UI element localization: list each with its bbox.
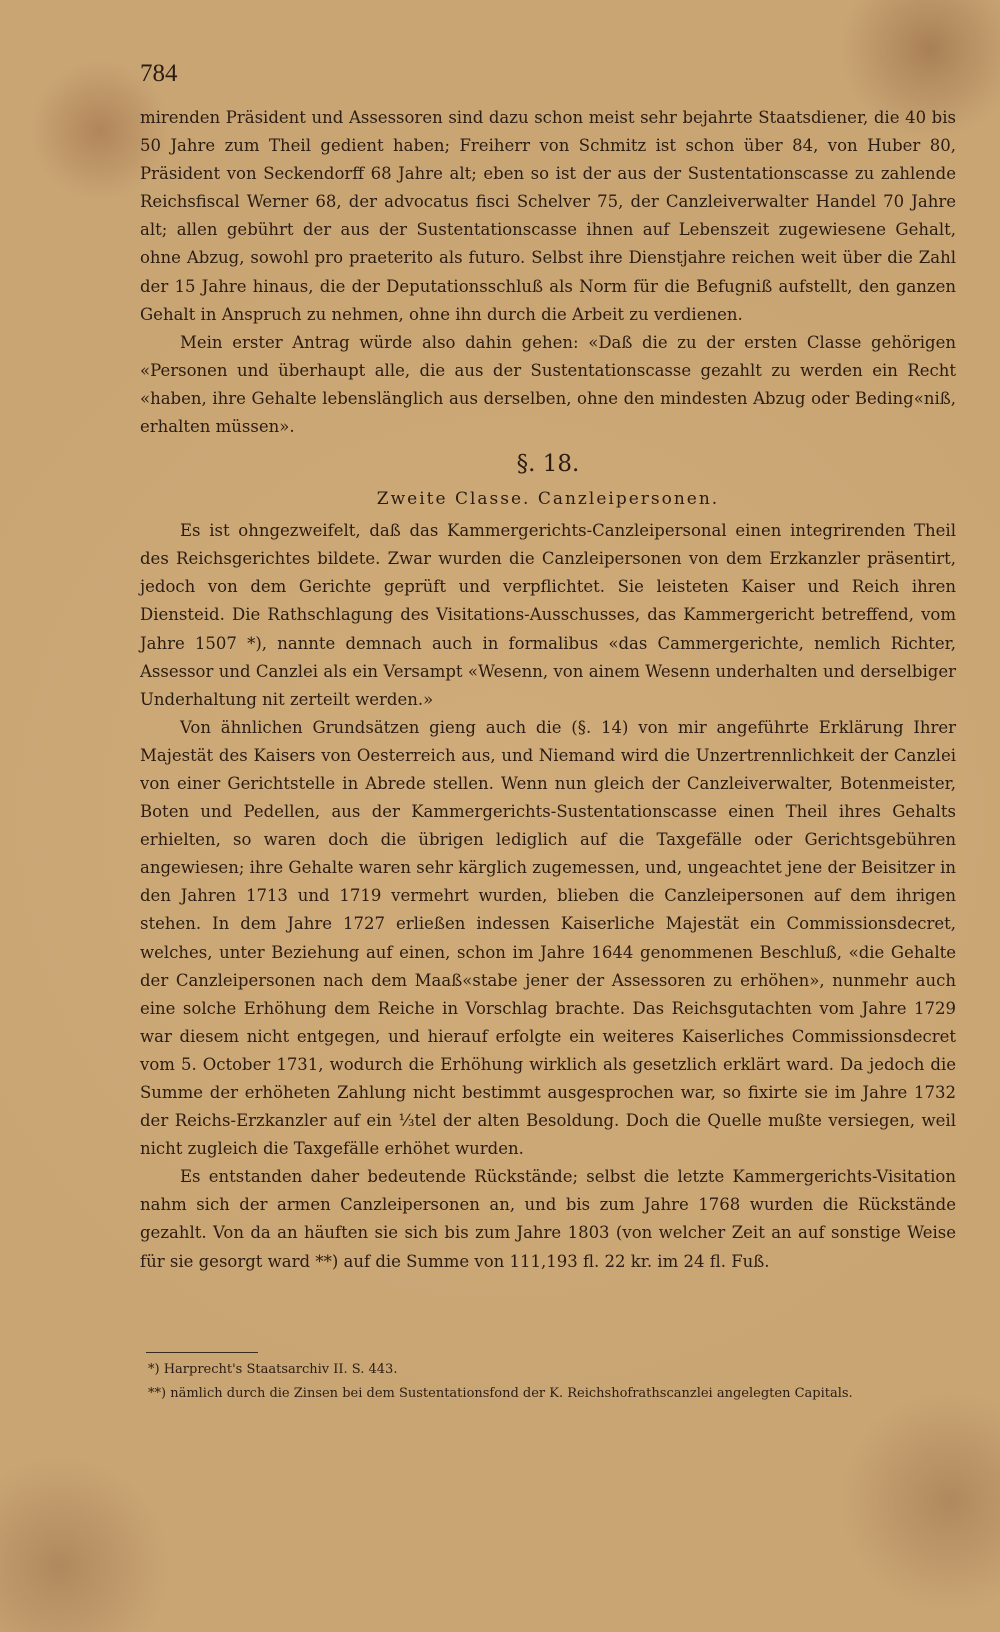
paragraph-rueckstaende: Es entstanden daher bedeutende Rückstände; selbst die letzte Kammergerichts-Visitation nahm sich der armen Canzleipersonen an, und bis zum Jahre 1768 wurden die Rückstände gezahlt. Von da an häuften sie sich bis zum Jahre 1803 (von welcher Zeit an auf sonstige Weise für sie gesorgt ward **) auf die Summe von 111,193 fl. 22 kr. im 24 fl. Fuß. (140, 1167, 956, 1271)
paragraph-proposal: Mein erster Antrag würde also dahin gehen: «Daß die zu der ersten Classe gehörigen «Personen und überhaupt alle, die aus der Sustentationscasse gezahlt zu werden ein Recht «haben, ihre Gehalte lebenslänglich aus derselben, ohne den mindesten Abzug oder Beding«niß, erhalten müssen». (140, 332, 956, 437)
footnote-divider (146, 1352, 258, 1353)
footnotes (148, 1358, 948, 1406)
page-number: 784 (140, 60, 178, 87)
paragraph-canzlei-personal: Es ist ohngezweifelt, daß das Kammergerichts-Canzleipersonal einen integrirenden Theil des Reichsgerichtes bildete. Zwar wurden die Canzleipersonen von dem Erzkanzler präsentirt, jedoch von dem Gerichte geprüft und verpflichtet. Sie leisteten Kaiser und Reich ihren Diensteid. Die Rathschlagung des Visitations-Ausschusses, das Kammergericht betreffend, vom Jahre 1507 *), nannte demnach auch in formalibus «das Cammergerichte, nemlich Richter, Assessor und Canzlei als ein Versampt «Wesenn, von ainem Wesenn underhalten und derselbiger Underhaltung nit zerteilt werden.» (140, 521, 956, 709)
paragraph-grundsaetze: Von ähnlichen Grundsätzen gieng auch die (§. 14) von mir angeführte Erklärung Ihrer Majestät des Kaisers von Oesterreich aus, und Niemand wird die Unzertrennlichkeit der Canzlei von einer Gerichtstelle in Abrede stellen. Wenn nun gleich der Canzleiverwalter, Botenmeister, Boten und Pedellen, aus der Kammergerichts-Sustentationscasse einen Theil ihres Gehalts erhielten, so waren doch die übrigen lediglich auf die Taxgefälle oder Gerichtsgebühren angewiesen; ihre Gehalte waren sehr kärglich zugemessen, und, ungeachtet jene der Beisitzer in den Jahren 1713 und 1719 vermehrt wurden, blieben die Canzleipersonen auf dem ihrigen stehen. In dem Jahre 1727 erließen indessen Kaiserliche Majestät ein Commissionsdecret, welches, unter Beziehung auf einen, schon im Jahre 1644 genommenen Beschluß, «die Gehalte der Canzleipersonen nach dem Maaß«stabe jener der Assessoren zu erhöhen», nunmehr auch eine solche Erhöhung dem Reiche in Vorschlag brachte. Das Reichsgutachten vom Jahre 1729 war diesem nicht entgegen, und hierauf erfolgte ein weiteres Kaiserliches Commissionsdecret vom 5. October 1731, wodurch die Erhöhung wirklich als gesetzlich erklärt ward. Da jedoch die Summe der erhöheten Zahlung nicht bestimmt ausgesprochen war, so fixirte sie im Jahre 1732 der Reichs-Erzkanzler auf ein ⅓tel der alten Besoldung. Doch die Quelle mußte versiegen, weil nicht zugleich die Taxgefälle erhöhet wurden. (140, 717, 956, 1159)
page-body (140, 104, 956, 1276)
section-number: §. 18. (516, 451, 580, 478)
footnote-2: **) nämlich durch die Zinsen bei dem Sustentationsfond der K. Reichshofrathscanzlei angelegten Capitals. (148, 1386, 853, 1401)
footnote-1: *) Harprecht's Staatsarchiv II. S. 443. (148, 1362, 398, 1377)
paragraph-continuation: mirenden Präsident und Assessoren sind dazu schon meist sehr bejahrte Staatsdiener, die 40 bis 50 Jahre zum Theil gedient haben; Freiherr von Schmitz ist schon über 84, von Huber 80, Präsident von Seckendorff 68 Jahre alt; eben so ist der aus der Sustentationscasse zu zahlende Reichsfiscal Werner 68, der advocatus fisci Schelver 75, der Canzleiverwalter Handel 70 Jahre alt; allen gebührt der aus der Sustentationscasse ihnen auf Lebenszeit zugewiesene Gehalt, ohne Abzug, sowohl pro praeterito als futuro. Selbst ihre Dienstjahre reichen weit über die Zahl der 15 Jahre hinaus, die der Deputationsschluß als Norm für die Befugniß aufstellt, den ganzen Gehalt in Anspruch zu nehmen, ohne ihn durch die Arbeit zu verdienen. (140, 108, 956, 324)
section-title: Zweite Classe. Canzleipersonen. (376, 489, 720, 510)
